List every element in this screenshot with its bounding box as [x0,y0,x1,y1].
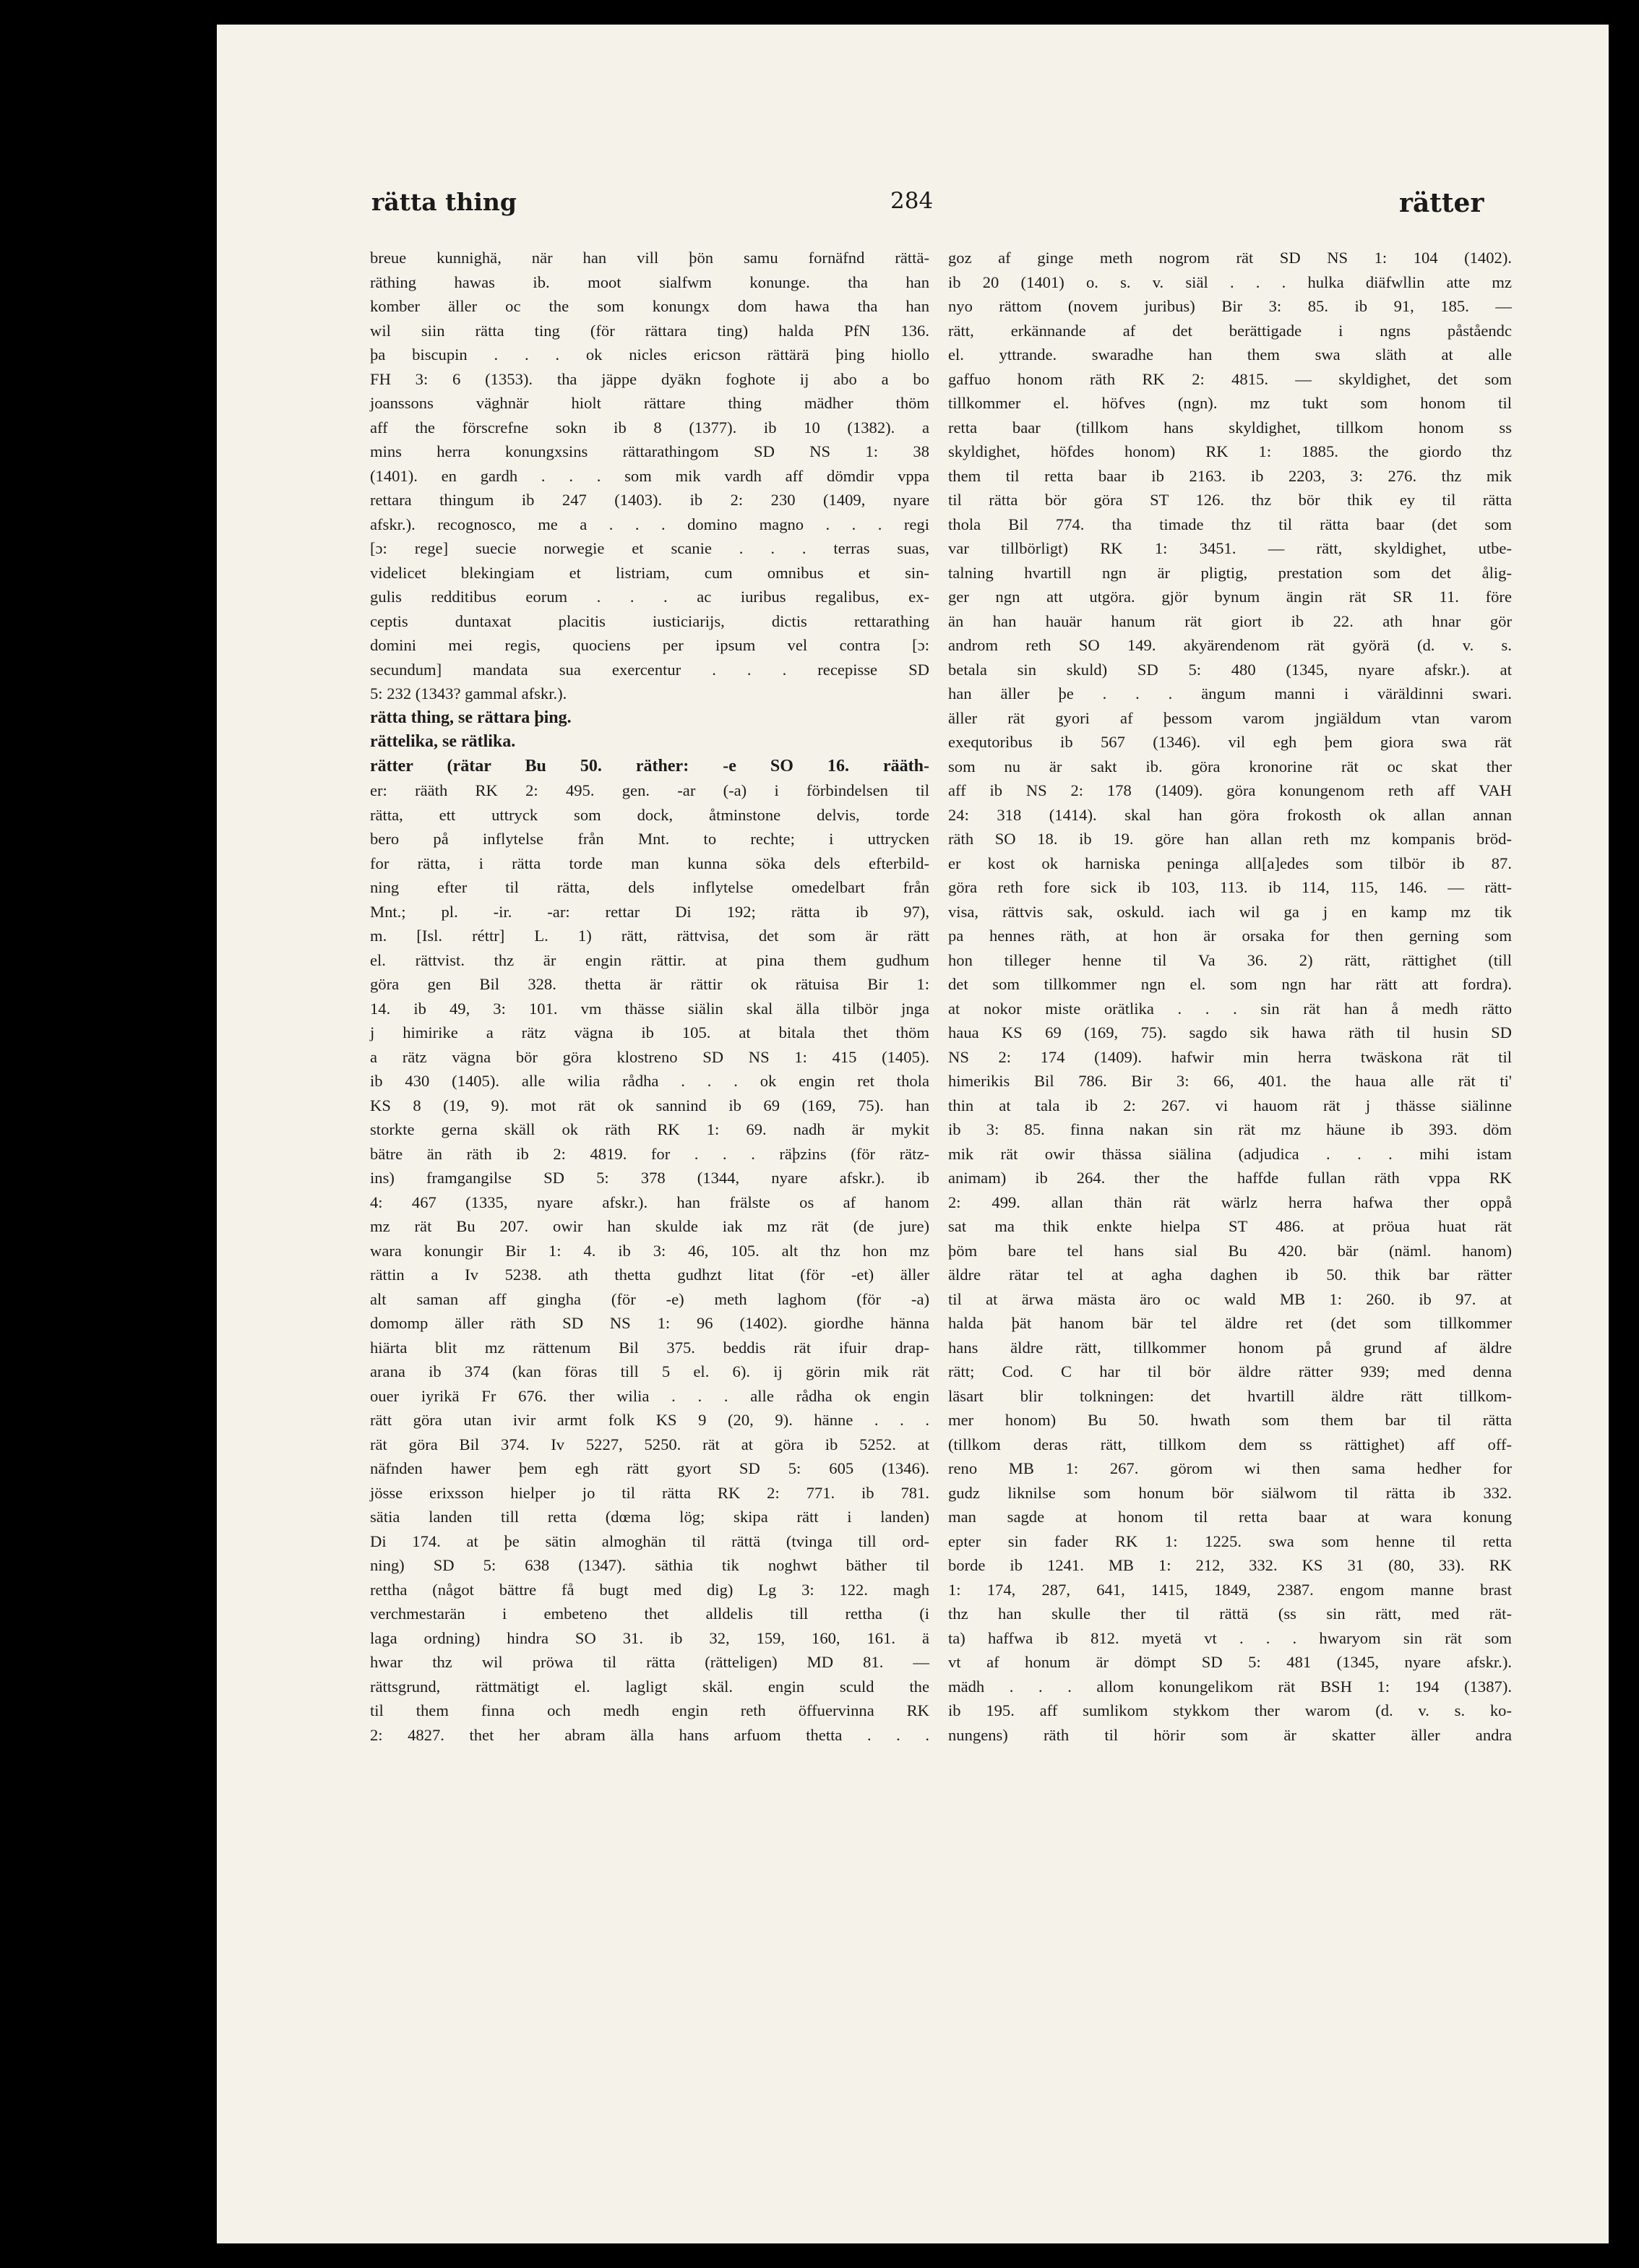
text-line: mer honom) Bu 50. hwath som them bar til rätta [948,1411,1512,1429]
text-line: det som tillkommer ngn el. som ngn har rätt att fordra). [948,975,1512,993]
text-line: at nokor miste orätlika . . . sin rät han å medh rätto [948,999,1512,1018]
text-line: han äller þe . . . ängum manni i väräldinni swari. [948,684,1512,703]
text-line: NS 2: 174 (1409). hafwir min herra twäskona rät til [948,1047,1512,1066]
text-line: Mnt.; pl. -ir. -ar: rettar Di 192; rätta ib 97), [370,902,929,921]
text-line: äller rät gyori af þessom varom jngiäldum vtan varom [948,708,1512,727]
text-line: thola Bil 774. tha timade thz til rätta baar (det som [948,515,1512,533]
text-line: än han hauär hanum rät giort ib 22. ath hnar gör [948,611,1512,630]
text-line: nungens) räth til hörir som är skatter äller andra [948,1725,1512,1744]
text-line: haua KS 69 (169, 75). sagdo sik hawa räth til husin SD [948,1023,1512,1041]
text-line: rätt; Cod. C har til bör äldre rätter 939; med denna [948,1362,1512,1380]
text-line: [ɔ: rege] suecie norwegie et scanie . . . terras suas, [370,539,929,557]
text-line: komber äller oc the som konungx dom hawa tha han [370,297,929,315]
text-line: afskr.). recognosco, me a . . . domino magno . . . regi [370,515,929,533]
text-line: el. rättvist. thz är engin rättir. at pina them gudhum [370,950,929,969]
text-line: mädh . . . allom konungelikom rät BSH 1: 194 (1387). [948,1677,1512,1696]
text-line: bätre än räth ib 2: 4819. for . . . räþzins (för rätz- [370,1144,929,1163]
text-line: rätter (rätar Bu 50. räther: -e SO 16. rääth- [370,756,929,776]
text-line: rätta, ett uttryck som dock, åtminstone delvis, torde [370,805,929,824]
text-line: gaffuo honom räth RK 2: 4815. — skyldighet, det som [948,369,1512,388]
text-line: ceptis duntaxat placitis iusticiarijs, dictis rettarathing [370,611,929,630]
text-line: er: rääth RK 2: 495. gen. -ar (-a) i förbindelsen til [370,781,929,799]
text-line: epter sin fader RK 1: 1225. swa som henne til retta [948,1532,1512,1550]
text-line: 14. ib 49, 3: 101. vm thässe siälin skal älla tilbör jnga [370,999,929,1018]
text-line: tillkommer el. höfves (ngn). mz tukt som honom til [948,394,1512,412]
text-line: hiärta blit mz rättenum Bil 375. beddis rät ifuir drap- [370,1338,929,1357]
text-line: rettha (något bättre få bugt med dig) Lg 3: 122. magh [370,1580,929,1599]
text-line: räth SO 18. ib 19. göre han allan reth mz kompanis bröd- [948,830,1512,848]
text-line: secundum] mandata sua exercentur . . . recepisse SD [370,660,929,679]
text-line: näfnden hawer þem egh rätt gyort SD 5: 605 (1346). [370,1459,929,1477]
text-line: verchmestarän i embeteno thet alldelis till rettha (i [370,1605,929,1623]
text-line: göra reth fore sick ib 103, 113. ib 114, 115, 146. — rätt- [948,878,1512,896]
text-line: aff ib NS 2: 178 (1409). göra konungenom reth aff VAH [948,781,1512,799]
text-line: rättin a Iv 5238. ath thetta gudhzt litat (för -et) äller [370,1266,929,1284]
text-line: storkte gerna skäll ok räth RK 1: 69. nadh är mykit [370,1120,929,1138]
text-line: (1401). en gardh . . . som mik vardh aff dömdir vppa [370,466,929,485]
text-line: thin at tala ib 2: 267. vi hauom rät j thässe siälinne [948,1096,1512,1114]
text-line: j himirike a rätz vägna ib 105. at bitala thet thöm [370,1023,929,1041]
text-line: FH 3: 6 (1353). tha jäppe dyäkn foghote ij abo a bo [370,369,929,388]
text-line: ib 430 (1405). alle wilia rådha . . . ok engin ret thola [370,1072,929,1090]
right-column [948,246,1512,1747]
text-line: ta) haffwa ib 812. myetä vt . . . hwaryom sin rät som [948,1628,1512,1647]
text-line: laga ordning) hindra SO 31. ib 32, 159, 160, 161. ä [370,1628,929,1647]
text-line: androm reth SO 149. akyärendenom rät györä (d. v. s. [948,636,1512,654]
text-line: ib 20 (1401) o. s. v. siäl . . . hulka diäfwllin atte mz [948,272,1512,291]
text-line: them til retta baar ib 2163. ib 2203, 3: 276. thz mik [948,466,1512,485]
text-line: til at ärwa mästa äro oc wald MB 1: 260. ib 97. at [948,1289,1512,1308]
text-line: mik rät owir thässa siälina (adjudica . . . mihi istam [948,1144,1512,1163]
text-line: ib 3: 85. finna nakan sin rät mz häune ib 393. döm [948,1120,1512,1138]
text-line: borde ib 1241. MB 1: 212, 332. KS 31 (80, 33). RK [948,1556,1512,1574]
text-line: rättsgrund, rättmätigt el. lagligt skäl. engin sculd the [370,1677,929,1696]
text-line: halda þät hanom bär tel äldre ret (det som tillkommer [948,1314,1512,1332]
text-line: rätta thing, se rättara þing. [370,708,572,727]
page-number: 284 [890,188,934,214]
text-line: pa hennes räth, at hon är orsaka for then gerning som [948,927,1512,945]
text-line: var tillbörligt) RK 1: 3451. — rätt, skyldighet, utbe- [948,539,1512,557]
text-line: aff the förscrefne sokn ib 8 (1377). ib 10 (1382). a [370,418,929,437]
text-line: man sagde at honom til retta baar at wara konung [948,1508,1512,1526]
text-line: vt af honum är dömpt SD 5: 481 (1345, nyare afskr.). [948,1653,1512,1671]
text-line: joanssons väghnär hiolt rättare thing mädher thöm [370,394,929,412]
header-left-headword: rätta thing [371,188,517,216]
text-line: 1: 174, 287, 641, 1415, 1849, 2387. engom manne brast [948,1580,1512,1599]
text-line: (tillkom deras rätt, tillkom dem ss rättighet) aff off- [948,1435,1512,1453]
text-line: 4: 467 (1335, nyare afskr.). han frälste os af hanom [370,1193,929,1211]
text-line: göra gen Bil 328. thetta är rättir ok rätuisa Bir 1: [370,975,929,993]
text-line: jösse erixsson hielper jo til rätta RK 2: 771. ib 781. [370,1483,929,1502]
text-line: himerikis Bil 786. Bir 3: 66, 401. the haua alle rät ti' [948,1072,1512,1090]
text-line: domomp äller räth SD NS 1: 96 (1402). giordhe hänna [370,1314,929,1332]
left-column [370,246,929,1747]
text-line: domini mei regis, quociens per ipsum vel contra [ɔ: [370,636,929,654]
text-line: retta baar (tillkom hans skyldighet, tillkom honom ss [948,418,1512,437]
text-line: skyldighet, höfdes honom) RK 1: 1885. the giordo thz [948,442,1512,460]
text-line: nyo rättom (novem juribus) Bir 3: 85. ib 91, 185. — [948,297,1512,315]
text-line: ib 195. aff sumlikom stykkom ther warom (d. v. s. ko- [948,1701,1512,1719]
text-line: til rätta bör göra ST 126. thz bör thik ey til rätta [948,491,1512,509]
text-line: m. [Isl. réttr] L. 1) rätt, rättvisa, det som är rätt [370,927,929,945]
text-line: goz af ginge meth nogrom rät SD NS 1: 104 (1402). [948,249,1512,267]
text-line: arana ib 374 (kan föras till 5 el. 6). ij görin mik rät [370,1362,929,1380]
text-line: animam) ib 264. ther the haffde fullan räth vppa RK [948,1169,1512,1187]
text-line: hwar thz wil pröwa til rätta (rätteligen) MD 81. — [370,1653,929,1671]
text-line: hans äldre rätt, tillkommer honom på grund af äldre [948,1338,1512,1357]
text-line: betala sin skuld) SD 5: 480 (1345, nyare afskr.). at [948,660,1512,679]
text-line: som nu är sakt ib. göra kronorine rät oc skat ther [948,757,1512,776]
text-line: ins) framgangilse SD 5: 378 (1344, nyare afskr.). ib [370,1169,929,1187]
text-line: bero på inflytelse från Mnt. to rechte; i uttrycken [370,830,929,848]
text-line: visa, rättvis sak, oskuld. iach wil ga j en kamp mz tik [948,902,1512,921]
text-line: 2: 499. allan thän rät wärlz herra hafwa ther oppå [948,1193,1512,1211]
text-line: mins herra konungxsins rättarathingom SD NS 1: 38 [370,442,929,460]
text-line: sätia landen till retta (dœma lög; skipa rätt i landen) [370,1508,929,1526]
text-line: reno MB 1: 267. görom wi then sama hedher for [948,1459,1512,1477]
text-line: exequtoribus ib 567 (1346). vil egh þem giora swa rät [948,733,1512,751]
text-line: ning efter til rätta, dels inflytelse omedelbart från [370,878,929,896]
text-line: el. yttrande. swaradhe han them swa släth at alle [948,345,1512,364]
text-line: ning) SD 5: 638 (1347). säthia tik noghwt bäther til [370,1556,929,1574]
text-line: breue kunnighä, när han vill þön samu fornäfnd rättä- [370,249,929,267]
text-line: videlicet blekingiam et listriam, cum omnibus et sin- [370,563,929,582]
text-line: ouer iyrikä Fr 676. ther wilia . . . alle rådha ok engin [370,1386,929,1405]
text-line: 24: 318 (1414). skal han göra frokosth ok allan annan [948,805,1512,824]
text-line: rätt, erkännande af det berättigade i ngns påståendc [948,321,1512,340]
text-line: a rätz vägna bör göra klostreno SD NS 1: 415 (1405). [370,1047,929,1066]
text-line: rettara thingum ib 247 (1403). ib 2: 230 (1409, nyare [370,491,929,509]
text-line: er kost ok harniska peninga all[a]edes som tilbör ib 87. [948,854,1512,872]
text-line: 5: 232 (1343? gammal afskr.). [370,684,567,703]
text-line: rättelika, se rätlika. [370,732,516,751]
page-header [217,188,1609,231]
text-line: alt saman aff gingha (för -e) meth laghom (för -a) [370,1289,929,1308]
text-line: til them finna och medh engin reth öffuervinna RK [370,1701,929,1719]
text-line: läsart blir tolkningen: det hvartill äldre rätt tillkom- [948,1386,1512,1405]
text-line: wil siin rätta ting (för rättara ting) halda PfN 136. [370,321,929,340]
text-line: sat ma thik enkte hielpa ST 486. at pröua huat rät [948,1217,1512,1235]
dictionary-page [217,25,1609,2243]
text-line: äldre rätar tel at agha daghen ib 50. thik bar rätter [948,1266,1512,1284]
text-line: rät göra Bil 374. Iv 5227, 5250. rät at göra ib 5252. at [370,1435,929,1453]
text-line: þa biscupin . . . ok nicles ericson rättärä þing hiollo [370,345,929,364]
text-line: Di 174. at þe sätin almoghän til rättä (tvinga till ord- [370,1532,929,1550]
text-line: räthing hawas ib. moot sialfwm konunge. tha han [370,272,929,291]
text-line: 2: 4827. thet her abram älla hans arfuom thetta . . . [370,1725,929,1744]
text-line: þöm bare tel hans sial Bu 420. bär (näml. hanom) [948,1241,1512,1260]
text-line: talning hvartill ngn är pligtig, prestation som det ålig- [948,563,1512,582]
text-line: rätt göra utan ivir armt folk KS 9 (20, 9). hänne . . . [370,1411,929,1429]
text-line: for rätta, i rätta torde man kunna söka dels efterbild- [370,854,929,872]
text-line: ger ngn att utgöra. gjör bynum ängin rät SR 11. före [948,588,1512,606]
text-line: gulis redditibus eorum . . . ac iuribus regalibus, ex- [370,588,929,606]
header-right-headword: rätter [1399,188,1484,218]
text-line: gudz liknilse som honum bör siälwom til rätta ib 332. [948,1483,1512,1502]
text-line: wara konungir Bir 1: 4. ib 3: 46, 105. alt thz hon mz [370,1241,929,1260]
text-line: KS 8 (19, 9). mot rät ok sannind ib 69 (169, 75). han [370,1096,929,1114]
text-line: hon tilleger henne til Va 36. 2) rätt, rättighet (till [948,950,1512,969]
text-line: mz rät Bu 207. owir han skulde iak mz rät (de jure) [370,1217,929,1235]
text-line: thz han skulle ther til rättä (ss sin rätt, med rät- [948,1605,1512,1623]
